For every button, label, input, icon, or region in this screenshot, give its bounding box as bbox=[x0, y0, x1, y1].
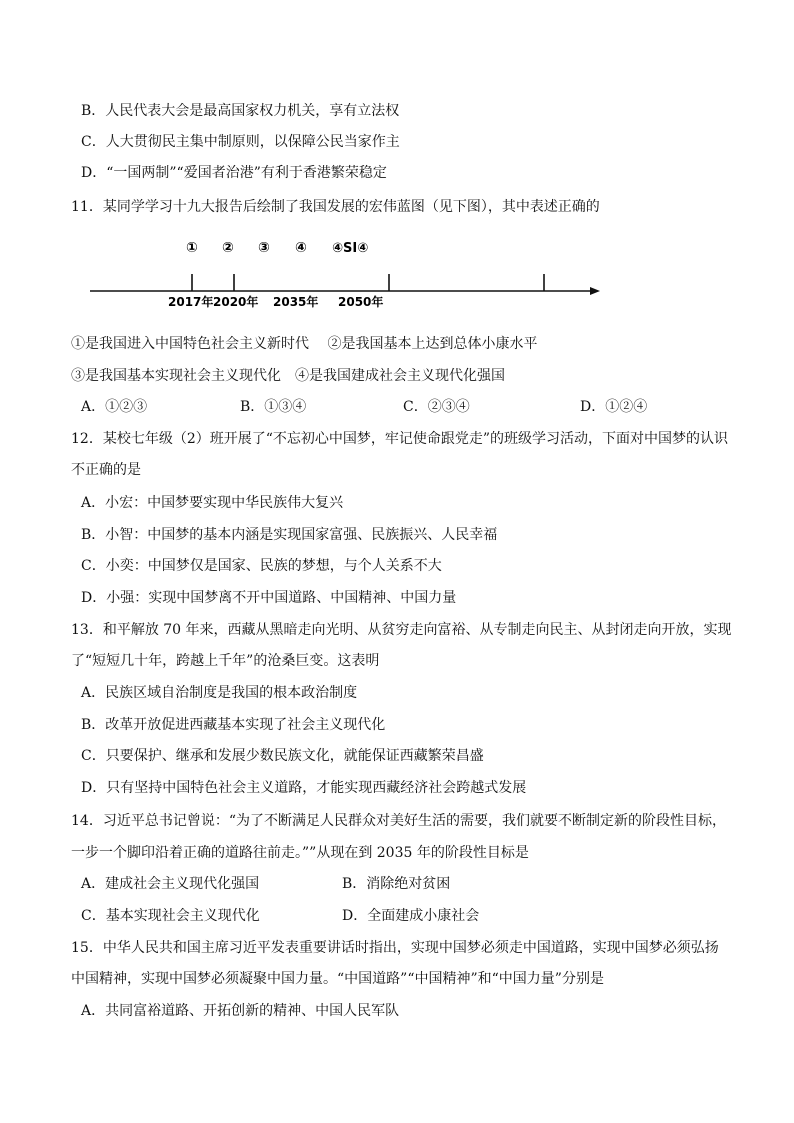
timeline-marker-2: ② bbox=[222, 240, 234, 256]
timeline-marker-5: ④SI④ bbox=[332, 241, 369, 256]
q14-option-a: A．建成社会主义现代化强国 bbox=[81, 876, 260, 892]
timeline-year-2050: 2050年 bbox=[338, 295, 384, 309]
timeline-figure bbox=[82, 232, 612, 312]
timeline-year-2017: 2017年 bbox=[168, 295, 214, 309]
q12-option-a: A．小宏：中国梦要实现中华民族伟大复兴 bbox=[81, 495, 344, 511]
timeline-marker-4: ④ bbox=[295, 240, 307, 256]
q11-statements-1: ①是我国进入中国特色社会主义新时代 ②是我国基本上达到总体小康水平 bbox=[71, 336, 538, 352]
q13-stem-1: 13．和平解放 70 年来，西藏从黑暗走向光明、从贫穷走向富裕、从专制走向民主、从封闭走向开放，实现 bbox=[71, 622, 732, 638]
q11-option-a: A．①②③ bbox=[81, 399, 148, 415]
q14-stem-1: 14．习近平总书记曾说：“为了不断满足人民群众对美好生活的需要，我们就要不断制定新的阶段性目标， bbox=[71, 813, 726, 829]
q12-option-d: D．小强：实现中国梦离不开中国道路、中国精神、中国力量 bbox=[81, 590, 457, 606]
q14-option-d: D．全面建成小康社会 bbox=[342, 908, 480, 924]
q15-option-a: A．共同富裕道路、开拓创新的精神、中国人民军队 bbox=[81, 1003, 400, 1019]
q14-option-c: C．基本实现社会主义现代化 bbox=[81, 908, 260, 924]
timeline-marker-1: ① bbox=[186, 240, 198, 256]
q12-stem-2: 不正确的是 bbox=[71, 462, 141, 478]
q11-option-b: B．①③④ bbox=[240, 399, 307, 415]
q13-stem-2: 了“短短几十年，跨越上千年”的沧桑巨变。这表明 bbox=[71, 653, 380, 669]
timeline-marker-3: ③ bbox=[258, 240, 270, 256]
q12-stem-1: 12．某校七年级（2）班开展了“不忘初心中国梦，牢记使命跟党走”的班级学习活动，下面对中国梦的认识 bbox=[71, 431, 729, 447]
q13-option-c: C．只要保护、继承和发展少数民族文化，就能保证西藏繁荣昌盛 bbox=[81, 748, 484, 764]
q11-statements-2: ③是我国基本实现社会主义现代化 ④是我国建成社会主义现代化强国 bbox=[71, 368, 505, 384]
q15-stem-2: 中国精神，实现中国梦必须凝聚中国力量。“中国道路”“中国精神”和“中国力量”分别是 bbox=[71, 971, 604, 987]
q10-option-b: B．人民代表大会是最高国家权力机关，享有立法权 bbox=[81, 103, 400, 119]
q14-stem-2: 一步一个脚印沿着正确的道路往前走。””从现在到 2035 年的阶段性目标是 bbox=[71, 845, 529, 861]
q11-option-d: D．①②④ bbox=[580, 399, 648, 415]
q12-option-c: C．小奕：中国梦仅是国家、民族的梦想，与个人关系不大 bbox=[81, 558, 442, 574]
q11-option-c: C．②③④ bbox=[403, 399, 470, 415]
q14-option-b: B．消除绝对贫困 bbox=[342, 876, 451, 892]
q13-option-a: A．民族区域自治制度是我国的根本政治制度 bbox=[81, 685, 358, 701]
timeline-arrowhead bbox=[590, 287, 600, 295]
q13-option-b: B．改革开放促进西藏基本实现了社会主义现代化 bbox=[81, 717, 386, 733]
q10-option-c: C．人大贯彻民主集中制原则，以保障公民当家作主 bbox=[81, 134, 400, 150]
q15-stem-1: 15．中华人民共和国主席习近平发表重要讲话时指出，实现中国梦必须走中国道路，实现中国梦必须弘扬 bbox=[71, 940, 719, 956]
q13-option-d: D．只有坚持中国特色社会主义道路，才能实现西藏经济社会跨越式发展 bbox=[81, 780, 527, 796]
timeline-year-2035: 2035年 bbox=[273, 295, 319, 309]
timeline-year-2020: 2020年 bbox=[213, 295, 259, 309]
q12-option-b: B．小智：中国梦的基本内涵是实现国家富强、民族振兴、人民幸福 bbox=[81, 527, 498, 543]
q11-stem: 11．某同学学习十九大报告后绘制了我国发展的宏伟蓝图（见下图），其中表述正确的 bbox=[71, 199, 600, 215]
q10-option-d: D．“一国两制”“爱国者治港”有利于香港繁荣稳定 bbox=[81, 165, 387, 181]
